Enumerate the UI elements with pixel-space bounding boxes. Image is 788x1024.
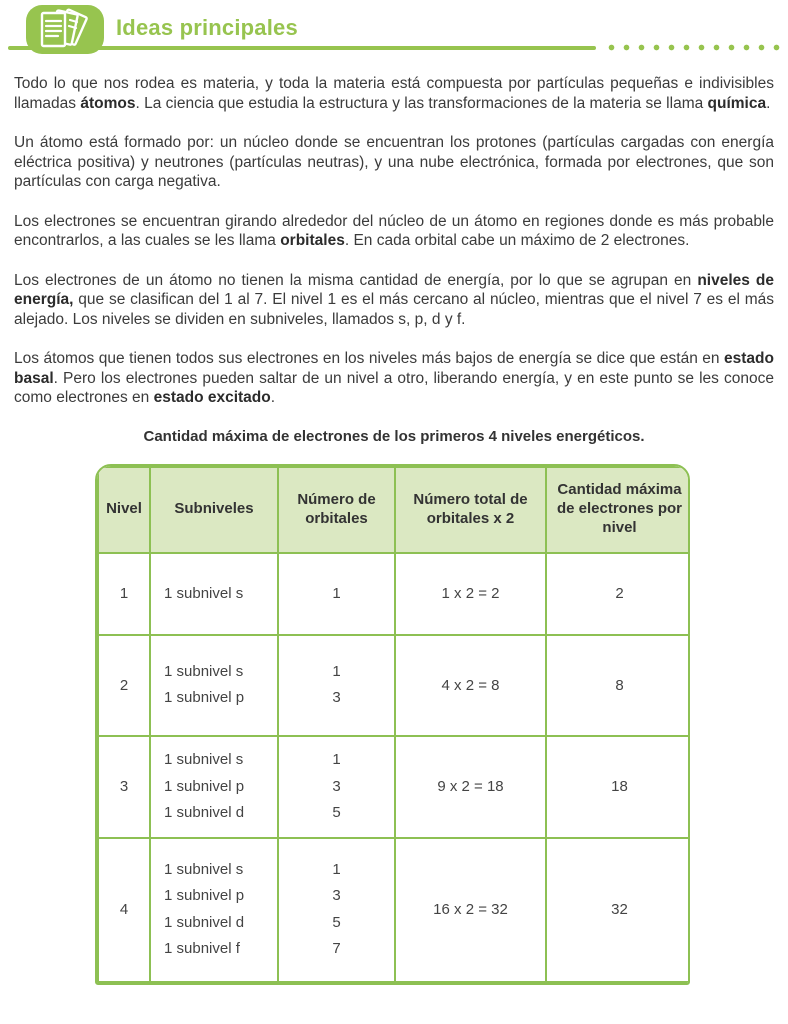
paragraph-atomo-formado: Un átomo está formado por: un núcleo donde se encuentran los protones (partículas cargadas con energía eléctrica positiva) y neutrones (partículas neutras), y una nube electrónica, formada por electrones, que son partículas con carga negativa. [14,134,774,190]
cell-subniveles [150,838,278,982]
paragraph-orbitales: Los electrones se encuentran girando alrededor del núcleo de un átomo en regiones donde es más probable encontrarlos, a las cuales se les llama orbitales. En cada orbital cabe un máximo de 2 electrones. [14,212,774,249]
cell-subniveles-line: 1 subnivel s [164,662,244,680]
cell-subniveles-line: 1 subnivel s [164,584,244,602]
cell-nivel: 1 [98,553,150,635]
cell-subniveles-line: 1 subnivel f [164,940,240,958]
column-header-nivel: Nivel [98,467,150,553]
cell-subniveles-line: 1 subnivel p [164,689,245,707]
table-body [98,553,690,982]
cell-subniveles [150,635,278,736]
cell-numero-orbitales-line: 1 [332,584,341,602]
cell-numero-orbitales-line: 5 [332,804,341,821]
table-header-row [98,467,690,553]
ideas-badge [26,5,104,54]
header-dotted-rule [604,44,780,51]
cell-numero-orbitales-line: 3 [332,887,341,905]
cell-total-orbitales: 9 x 2 = 18 [395,736,546,838]
table-row [98,838,690,982]
cell-total-orbitales: 1 x 2 = 2 [395,553,546,635]
column-header-total-orbitales: Número total de orbitales x 2 [395,467,546,553]
table-caption: Cantidad máxima de electrones de los primeros 4 niveles energéticos. [143,427,645,445]
cell-numero-orbitales-line: 5 [332,913,341,931]
cell-subniveles-line: 1 subnivel s [164,860,244,878]
cell-numero-orbitales [278,736,395,838]
column-header-max-electrones: Cantidad máxima de electrones por nivel [546,467,690,553]
cell-max-electrones: 18 [546,736,690,838]
table-row [98,635,690,736]
cell-nivel: 3 [98,736,150,838]
section-header [0,0,788,62]
cell-numero-orbitales-line: 7 [332,940,341,958]
cell-nivel: 4 [98,838,150,982]
cell-numero-orbitales-line: 1 [332,662,341,680]
cell-subniveles-line: 1 subnivel p [164,777,245,795]
cell-numero-orbitales [278,838,395,982]
section-title: Ideas principales [116,15,298,40]
document-body [0,74,788,985]
cell-numero-orbitales-line: 3 [332,689,341,707]
cell-nivel: 2 [98,635,150,736]
column-header-subniveles: Subniveles [150,467,278,553]
cell-numero-orbitales [278,553,395,635]
stacked-documents-icon [34,8,96,52]
cell-subniveles-line: 1 subnivel p [164,887,245,905]
table-header [98,467,690,553]
paragraph-niveles-energia: Los electrones de un átomo no tienen la misma cantidad de energía, por lo que se agrupan en niveles de energía, que se clasifican del 1 al 7. El nivel 1 es el más cercano al núcleo, mientras que el nivel 7 es el más alejado. Los niveles se dividen en subniveles, llamados s, p, d y f. [14,271,774,328]
cell-max-electrones: 2 [546,553,690,635]
cell-numero-orbitales-line: 1 [332,751,341,768]
cell-max-electrones: 8 [546,635,690,736]
cell-total-orbitales: 4 x 2 = 8 [395,635,546,736]
cell-subniveles-line: 1 subnivel d [164,913,245,931]
table-row [98,553,690,635]
cell-subniveles [150,736,278,838]
electron-levels-table [95,464,690,985]
cell-numero-orbitales-line: 3 [332,777,341,795]
column-header-numero-orbitales: Número de orbitales [278,467,395,553]
cell-subniveles [150,553,278,635]
cell-subniveles-line: 1 subnivel s [164,751,244,768]
paragraph-estado-basal: Los átomos que tienen todos sus electrones en los niveles más bajos de energía se dice que están en estado basal. Pero los electrones pueden saltar de un nivel a otro, liberando energía, y en este punto se les conoce como electrones en estado excitado. [14,350,774,406]
cell-max-electrones: 32 [546,838,690,982]
cell-total-orbitales: 16 x 2 = 32 [395,838,546,982]
cell-numero-orbitales [278,635,395,736]
table-row [98,736,690,838]
cell-numero-orbitales-line: 1 [332,860,341,878]
cell-subniveles-line: 1 subnivel d [164,804,245,821]
paragraph-materia: Todo lo que nos rodea es materia, y toda la materia está compuesta por partículas pequeñas e indivisibles llamadas átomos. La ciencia que estudia la estructura y las transformaciones de la materia se llama química. [14,75,774,112]
